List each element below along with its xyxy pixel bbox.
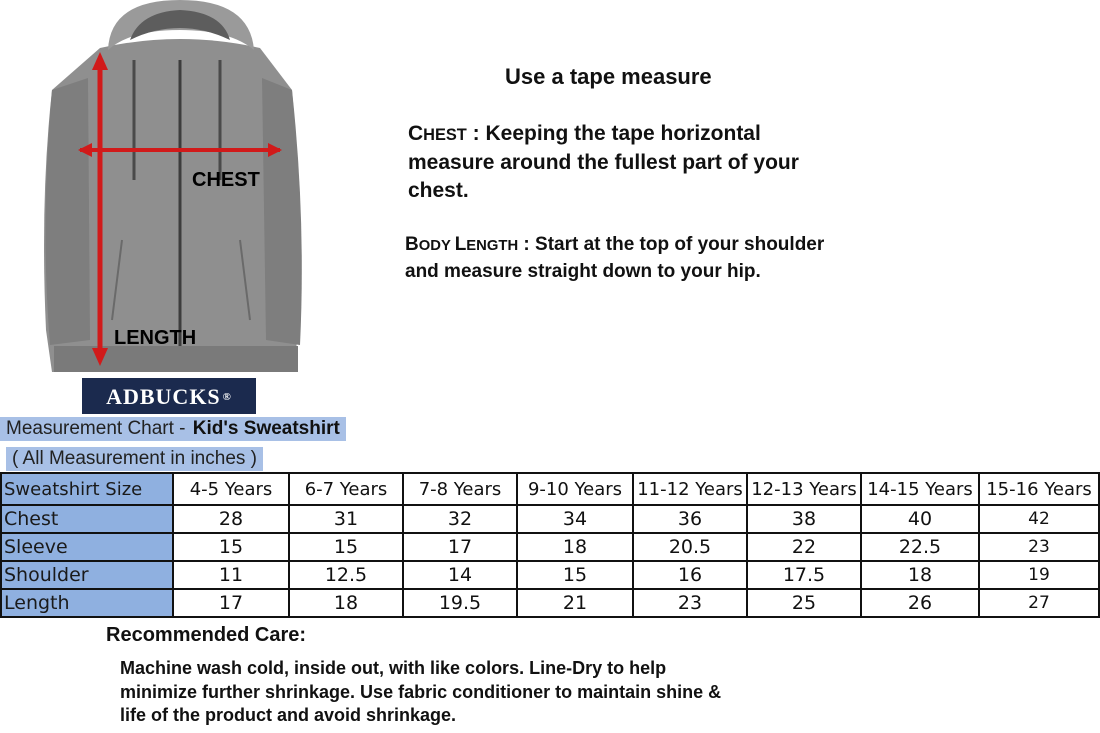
instructions-title: Use a tape measure <box>505 64 712 89</box>
chart-subtitle: ( All Measurement in inches ) <box>6 447 263 471</box>
waistband <box>54 346 298 372</box>
body-length-instruction <box>405 232 845 284</box>
chest-label-initial: C <box>408 122 424 145</box>
chest-instruction-text: : Keeping the tape horizontal measure around the fullest part of your chest. <box>408 122 799 202</box>
table-cell: 23 <box>633 589 747 617</box>
body-label-rest: ODY <box>418 238 455 254</box>
table-cell: 31 <box>289 505 403 533</box>
size-col-header: 6-7 Years <box>289 473 403 505</box>
size-col-header: 14-15 Years <box>861 473 979 505</box>
row-label: Chest <box>1 505 173 533</box>
left-sleeve <box>45 78 90 345</box>
table-cell: 19.5 <box>403 589 517 617</box>
table-cell: 36 <box>633 505 747 533</box>
table-cell: 18 <box>861 561 979 589</box>
table-cell: 17.5 <box>747 561 861 589</box>
table-cell: 22 <box>747 533 861 561</box>
table-cell: 14 <box>403 561 517 589</box>
logo-text: ADBUCKS <box>106 384 221 409</box>
right-sleeve <box>262 78 302 345</box>
table-row <box>1 561 1099 589</box>
hoodie-illustration <box>30 0 330 380</box>
table-cell: 25 <box>747 589 861 617</box>
brand-logo <box>82 378 256 414</box>
table-cell: 18 <box>517 533 633 561</box>
length-label-initial: L <box>454 234 467 255</box>
size-chart-table <box>0 472 1100 618</box>
chart-title-main: Measurement Chart - <box>6 418 191 439</box>
size-col-header: 12-13 Years <box>747 473 861 505</box>
table-cell: 17 <box>403 533 517 561</box>
chart-title-suffix: Kid's Sweatshirt <box>192 418 340 439</box>
table-cell: 28 <box>173 505 289 533</box>
body-label-initial: B <box>405 234 419 255</box>
table-cell: 21 <box>517 589 633 617</box>
table-cell: 11 <box>173 561 289 589</box>
table-cell: 26 <box>861 589 979 617</box>
table-cell: 12.5 <box>289 561 403 589</box>
care-text: Machine wash cold, inside out, with like colors. Line-Dry to help minimize further shrinkage. Use fabric conditioner to maintain shine & life of the product and avoid shrinkage. <box>120 658 722 725</box>
table-cell: 18 <box>289 589 403 617</box>
size-col-header: 15-16 Years <box>979 473 1099 505</box>
care-title: Recommended Care: <box>106 624 307 646</box>
size-col-header: 11-12 Years <box>633 473 747 505</box>
table-cell: 38 <box>747 505 861 533</box>
table-cell: 42 <box>979 505 1099 533</box>
table-cell: 15 <box>289 533 403 561</box>
table-cell: 27 <box>979 589 1099 617</box>
size-col-header: 9-10 Years <box>517 473 633 505</box>
table-cell: 17 <box>173 589 289 617</box>
table-cell: 32 <box>403 505 517 533</box>
table-cell: 22.5 <box>861 533 979 561</box>
size-col-header: 7-8 Years <box>403 473 517 505</box>
table-row <box>1 505 1099 533</box>
table-cell: 40 <box>861 505 979 533</box>
table-header-row <box>1 473 1099 505</box>
header-label: Sweatshirt Size <box>1 473 173 505</box>
length-label: LENGTH <box>114 327 197 349</box>
table-cell: 20.5 <box>633 533 747 561</box>
table-cell: 15 <box>517 561 633 589</box>
body-length-instruction-text: : Start at the top of your shoulder and measure straight down to your hip. <box>405 234 825 282</box>
table-row <box>1 533 1099 561</box>
chest-instruction <box>408 120 828 205</box>
chart-title <box>0 417 346 441</box>
size-col-header: 4-5 Years <box>173 473 289 505</box>
registered-mark: ® <box>222 391 232 403</box>
table-row <box>1 589 1099 617</box>
chest-label: CHEST <box>192 169 260 191</box>
table-cell: 23 <box>979 533 1099 561</box>
chest-label-rest: HEST <box>423 126 467 144</box>
row-label: Shoulder <box>1 561 173 589</box>
table-cell: 19 <box>979 561 1099 589</box>
length-label-rest: ENGTH <box>466 238 519 254</box>
table-cell: 16 <box>633 561 747 589</box>
row-label: Length <box>1 589 173 617</box>
table-cell: 34 <box>517 505 633 533</box>
table-cell: 15 <box>173 533 289 561</box>
row-label: Sleeve <box>1 533 173 561</box>
